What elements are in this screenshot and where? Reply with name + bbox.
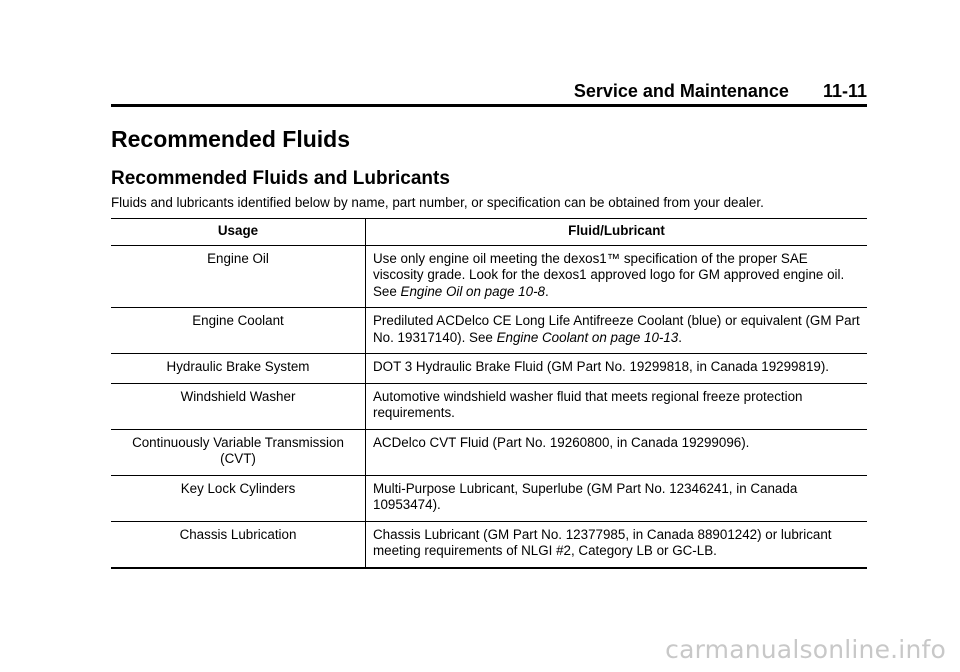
table-row <box>111 354 867 384</box>
column-header-usage: Usage <box>111 219 366 246</box>
running-header <box>111 81 867 103</box>
usage-cell: Windshield Washer <box>111 383 366 429</box>
fluid-cell <box>366 475 868 521</box>
usage-cell: Chassis Lubrication <box>111 521 366 568</box>
fluid-cell <box>366 245 868 308</box>
intro-paragraph: Fluids and lubricants identified below by name, part number, or specification can be obtained from your dealer. <box>111 195 764 210</box>
usage-cell: Continuously Variable Transmission (CVT) <box>111 429 366 475</box>
usage-cell: Engine Oil <box>111 245 366 308</box>
page-number: 11-11 <box>822 81 867 101</box>
fluid-text: Automotive windshield washer fluid that meets regional freeze protection requirements. <box>373 388 803 420</box>
section-heading: Recommended Fluids and Lubricants <box>111 168 450 189</box>
usage-cell: Key Lock Cylinders <box>111 475 366 521</box>
fluid-cell <box>366 308 868 354</box>
watermark-logo: carmanualsonline.info <box>665 635 946 664</box>
usage-cell: Engine Coolant <box>111 308 366 354</box>
fluid-text: DOT 3 Hydraulic Brake Fluid (GM Part No. 19299818, in Canada 19299819). <box>373 359 830 374</box>
fluid-text: ACDelco CVT Fluid (Part No. 19260800, in Canada 19299096). <box>373 434 750 450</box>
column-header-fluid: Fluid/Lubricant <box>366 219 868 246</box>
table-row <box>111 245 867 308</box>
cross-reference-link[interactable]: Engine Coolant on page 10-13 <box>496 329 679 345</box>
section-title: Service and Maintenance <box>573 81 789 101</box>
fluid-text: Chassis Lubricant (GM Part No. 12377985, in Canada 88901242) or lubricant meeting requirements of NLGI #2, Category LB or GC-LB. <box>373 526 832 558</box>
usage-cell: Hydraulic Brake System <box>111 354 366 384</box>
fluid-cell <box>366 354 868 384</box>
header-rule <box>111 104 867 107</box>
fluids-table <box>111 218 867 569</box>
table-row <box>111 429 867 475</box>
fluid-cell <box>366 429 868 475</box>
fluid-cell <box>366 521 868 568</box>
fluid-text: Prediluted ACDelco CE Long Life Antifreeze Coolant (blue) or equivalent (GM Part No. 19317140). See <box>373 313 860 345</box>
table-row <box>111 383 867 429</box>
fluid-text: Multi-Purpose Lubricant, Superlube (GM Part No. 12346241, in Canada 10953474). <box>373 480 798 512</box>
table-row <box>111 521 867 568</box>
fluid-text-tail: . <box>678 329 682 345</box>
fluid-text: Use only engine oil meeting the dexos1™ specification of the proper SAE viscosity grade. Look for the dexos1 approved logo for GM approved engine oil. See <box>373 250 845 299</box>
table-row <box>111 308 867 354</box>
fluid-text-tail: . <box>544 283 549 299</box>
page-title: Recommended Fluids <box>111 126 350 152</box>
fluid-cell <box>366 383 868 429</box>
table-row <box>111 475 867 521</box>
table-header-row <box>111 219 867 246</box>
cross-reference-link[interactable]: Engine Oil on page 10-8 <box>400 283 545 299</box>
